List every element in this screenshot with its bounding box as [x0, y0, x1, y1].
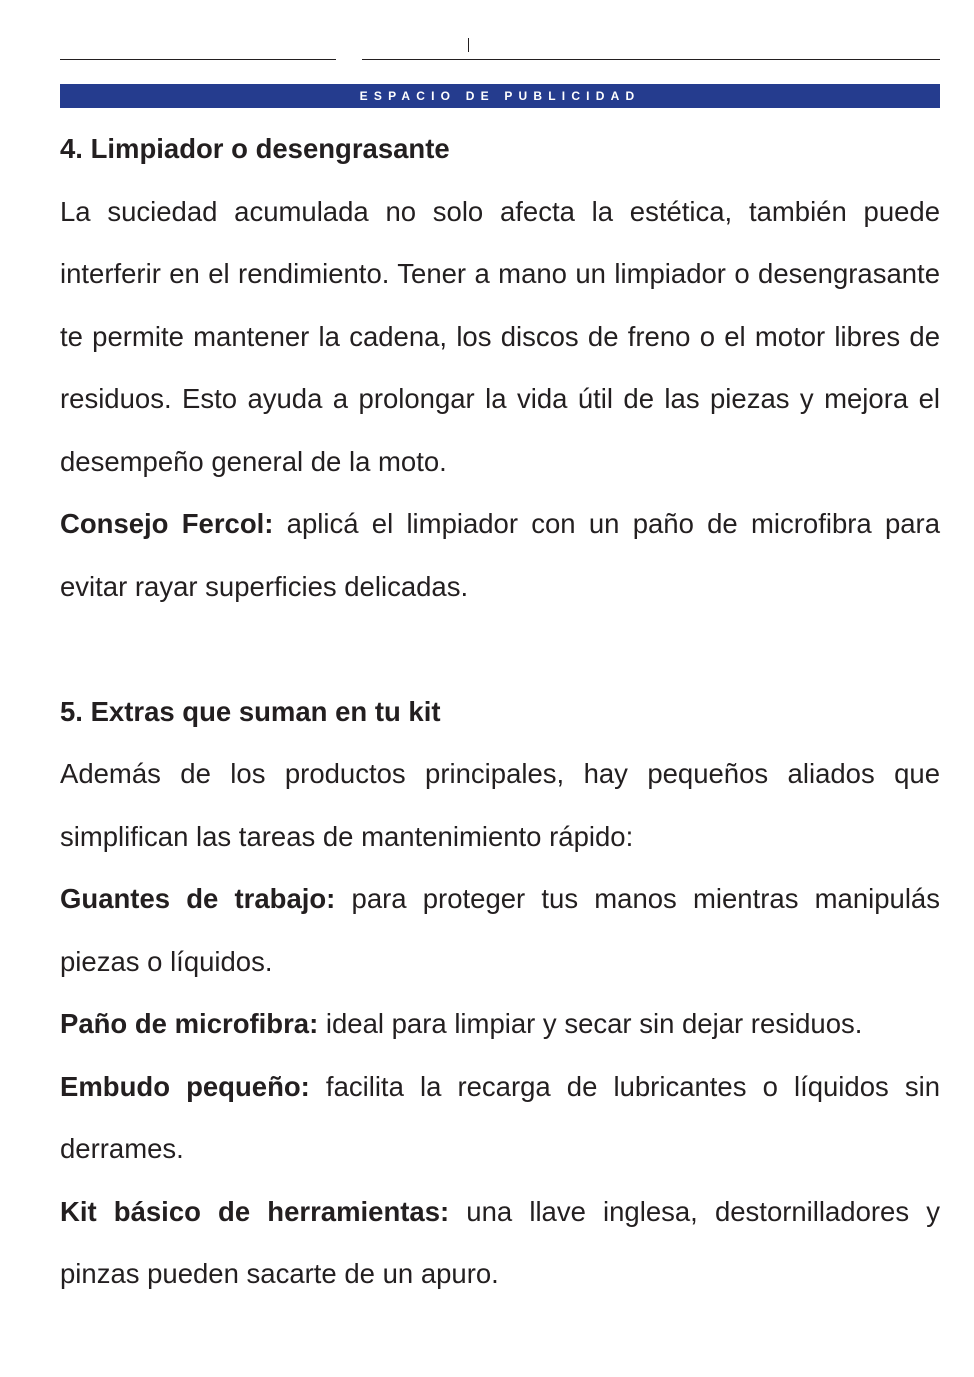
extra-item-funnel — [60, 1056, 940, 1181]
section-4-tip — [60, 493, 940, 618]
extra-item-label: Embudo pequeño: — [60, 1070, 310, 1102]
ad-space-banner: ESPACIO DE PUBLICIDAD — [60, 84, 940, 108]
section-4-paragraph: La suciedad acumulada no solo afecta la estética, también puede interferir en el rendimiento. Tener a mano un limpiador o desengrasante te permite mantener la cadena, los discos de freno o el motor libres de residuos. Esto ayuda a prolongar la vida útil de las piezas y mejora el desempeño general de la moto. — [60, 195, 940, 477]
extra-item-label: Kit básico de herramientas: — [60, 1195, 450, 1227]
tip-label: Consejo Fercol: — [60, 508, 274, 539]
section-5-heading: 5. Extras que suman en tu kit — [60, 695, 441, 727]
extra-item-label: Paño de microfibra: — [60, 1008, 319, 1039]
header-rule-tick — [468, 38, 469, 52]
extra-item-label: Guantes de trabajo: — [60, 883, 336, 914]
extra-item-toolkit — [60, 1181, 940, 1306]
extra-item-text: ideal para limpiar y secar sin dejar residuos. — [318, 1008, 863, 1039]
section-5-intro: Además de los productos principales, hay pequeños aliados que simplifican las tareas de mantenimiento rápido: — [60, 758, 940, 852]
extra-item-gloves — [60, 868, 940, 993]
header-rule-right — [362, 59, 940, 60]
extra-item-text: para proteger tus manos mientras manipulás piezas o líquidos. — [60, 883, 940, 977]
extra-item-text: una llave inglesa, destornilladores y pinzas pueden sacarte de un apuro. — [60, 1195, 940, 1289]
extra-item-text: facilita la recarga de lubricantes o líquidos sin derrames. — [60, 1070, 940, 1164]
extra-item-cloth — [60, 993, 940, 1056]
article-body — [60, 118, 940, 1306]
section-spacer — [60, 618, 940, 681]
header-rule-left — [60, 59, 336, 60]
section-4-heading: 4. Limpiador o desengrasante — [60, 133, 450, 164]
tip-text: aplicá el limpiador con un paño de microfibra para evitar rayar superficies delicadas. — [60, 508, 940, 602]
